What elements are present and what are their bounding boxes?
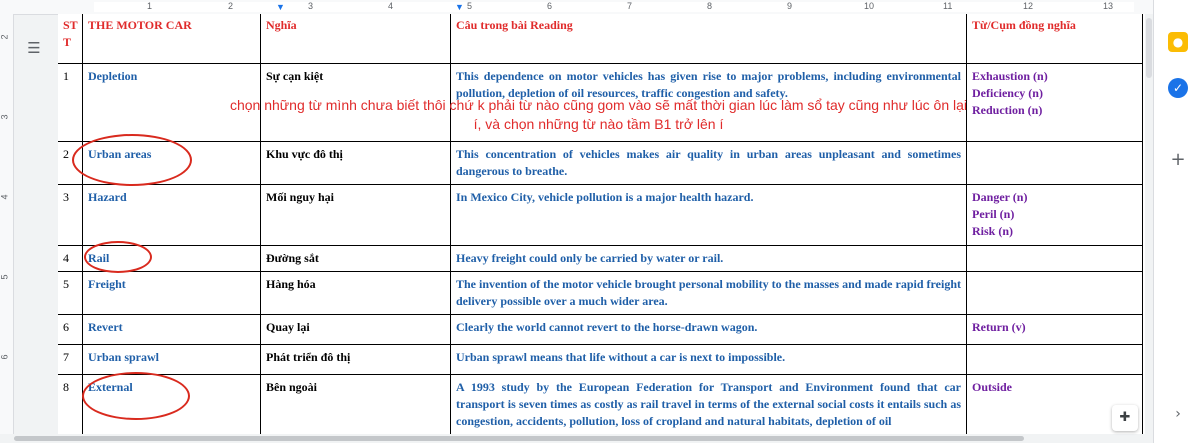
- expand-icon[interactable]: ›: [1175, 406, 1181, 422]
- table-row: [58, 142, 1143, 185]
- cell-word[interactable]: Rail: [83, 246, 261, 272]
- ruler-number: 4: [388, 1, 394, 11]
- cell-stt[interactable]: 7: [58, 345, 83, 375]
- ruler-number: 5: [467, 1, 473, 11]
- ruler-number: 10: [864, 1, 875, 11]
- table-row: [58, 315, 1143, 345]
- cell-word[interactable]: External: [83, 375, 261, 435]
- tasks-icon[interactable]: ✓: [1168, 78, 1188, 98]
- cell-word[interactable]: Revert: [83, 315, 261, 345]
- ruler-number: 4: [0, 194, 10, 200]
- cell-sentence[interactable]: Clearly the world cannot revert to the horse-drawn wagon.: [451, 315, 967, 345]
- circle-mark-external: [82, 372, 190, 420]
- ruler-number: 9: [787, 1, 793, 11]
- tab-stop-icon[interactable]: ▼: [455, 2, 464, 12]
- cell-meaning[interactable]: Quay lại: [261, 315, 451, 345]
- side-panel: [1153, 0, 1200, 443]
- cell-stt[interactable]: 5: [58, 272, 83, 315]
- cell-sentence[interactable]: The invention of the motor vehicle brought personal mobility to the masses and made rapid freight delivery possible over a much wider area.: [451, 272, 967, 315]
- table-row: [58, 272, 1143, 315]
- ruler-number: 3: [308, 1, 314, 11]
- vocabulary-table[interactable]: [58, 14, 1143, 434]
- cell-synonyms[interactable]: [967, 272, 1143, 315]
- annotation-line-1: chọn những từ mình chưa biết thôi chứ k phải từ nào cũng gom vào sẽ mất thời gian lúc làm sổ tay cũng như lúc ôn lại: [229, 97, 968, 113]
- cell-word[interactable]: Urban sprawl: [83, 345, 261, 375]
- cell-word[interactable]: Depletion: [83, 64, 261, 142]
- header-word[interactable]: THE MOTOR CAR: [83, 14, 261, 64]
- cell-word[interactable]: Freight: [83, 272, 261, 315]
- keep-icon[interactable]: ●: [1168, 32, 1188, 52]
- table-row: [58, 246, 1143, 272]
- header-stt[interactable]: ST T: [58, 14, 83, 64]
- header-synonyms[interactable]: Từ/Cụm đồng nghĩa: [967, 14, 1143, 64]
- ruler-number: 11: [943, 1, 953, 11]
- table-row: [58, 345, 1143, 375]
- indent-marker-icon[interactable]: ▼: [276, 2, 285, 12]
- cell-synonyms[interactable]: Danger (n) Peril (n) Risk (n): [967, 185, 1143, 246]
- cell-word[interactable]: Hazard: [83, 185, 261, 246]
- ruler-number: 7: [627, 1, 633, 11]
- cell-stt[interactable]: 6: [58, 315, 83, 345]
- circle-mark-rail: [84, 241, 152, 273]
- ruler-number: 1: [147, 1, 153, 11]
- horizontal-ruler[interactable]: [0, 0, 1153, 15]
- ruler-active-area: [94, 2, 1134, 12]
- cell-stt[interactable]: 2: [58, 142, 83, 185]
- cell-meaning[interactable]: Mối nguy hại: [261, 185, 451, 246]
- horizontal-scrollbar[interactable]: [0, 434, 1153, 443]
- cell-meaning[interactable]: Bên ngoài: [261, 375, 451, 435]
- ruler-number: 13: [1103, 1, 1114, 11]
- ruler-number: 5: [0, 274, 10, 280]
- table-row: [58, 185, 1143, 246]
- ruler-number: 6: [547, 1, 553, 11]
- cell-sentence[interactable]: A 1993 study by the European Federation for Transport and Environment found that car transport is seven times as costly as rail travel in terms of the external social costs it entails such as congestion, accidents, pollution, loss of cropland and natural habitats, depletion of oil: [451, 375, 967, 435]
- annotation-line-2: í, và chọn những từ nào tầm B1 trở lên í: [473, 116, 724, 132]
- document-outline-icon[interactable]: ☰: [27, 39, 41, 57]
- cell-synonyms[interactable]: Exhaustion (n) Deficiency (n) Reduction (n): [967, 64, 1143, 142]
- cell-stt[interactable]: 1: [58, 64, 83, 142]
- cell-meaning[interactable]: Sự cạn kiệt: [261, 64, 451, 142]
- header-sentence[interactable]: Câu trong bài Reading: [451, 14, 967, 64]
- ruler-number: 8: [707, 1, 713, 11]
- ruler-number: 6: [0, 354, 10, 360]
- scroll-thumb[interactable]: [14, 436, 1024, 441]
- cell-synonyms[interactable]: [967, 345, 1143, 375]
- scroll-thumb[interactable]: [1146, 18, 1152, 78]
- document-page[interactable]: [58, 14, 1153, 434]
- cell-meaning[interactable]: Hàng hóa: [261, 272, 451, 315]
- vertical-ruler[interactable]: [0, 14, 14, 434]
- cell-sentence[interactable]: This dependence on motor vehicles has given rise to major problems, including environmental pollution, depletion of oil resources, traffic congestion and safety.: [451, 64, 967, 142]
- cell-meaning[interactable]: Đường sắt: [261, 246, 451, 272]
- header-meaning[interactable]: Nghĩa: [261, 14, 451, 64]
- explore-icon[interactable]: ✚: [1112, 405, 1138, 431]
- cell-sentence[interactable]: Heavy freight could only be carried by water or rail.: [451, 246, 967, 272]
- cell-word[interactable]: Urban areas: [83, 142, 261, 185]
- cell-synonyms[interactable]: Outside: [967, 375, 1143, 435]
- cell-stt[interactable]: 8: [58, 375, 83, 435]
- table-row: [58, 375, 1143, 435]
- table-header-row: [58, 14, 1143, 64]
- cell-stt[interactable]: 4: [58, 246, 83, 272]
- ruler-number: 12: [1023, 1, 1034, 11]
- add-icon[interactable]: +: [1170, 149, 1186, 170]
- cell-sentence[interactable]: This concentration of vehicles makes air quality in urban areas unpleasant and sometimes dangerous to breathe.: [451, 142, 967, 185]
- ruler-number: 3: [0, 114, 10, 120]
- cell-stt[interactable]: 3: [58, 185, 83, 246]
- cell-synonyms[interactable]: [967, 246, 1143, 272]
- cell-synonyms[interactable]: Return (v): [967, 315, 1143, 345]
- cell-sentence[interactable]: In Mexico City, vehicle pollution is a major health hazard.: [451, 185, 967, 246]
- cell-synonyms[interactable]: [967, 142, 1143, 185]
- cell-meaning[interactable]: Phát triển đô thị: [261, 345, 451, 375]
- cell-sentence[interactable]: Urban sprawl means that life without a car is next to impossible.: [451, 345, 967, 375]
- vertical-scrollbar[interactable]: [1145, 14, 1153, 434]
- annotation-note: [151, 96, 1046, 134]
- ruler-number: 2: [0, 34, 10, 40]
- cell-meaning[interactable]: Khu vực đô thị: [261, 142, 451, 185]
- ruler-number: 2: [228, 1, 234, 11]
- circle-mark-urban-areas: [72, 134, 192, 186]
